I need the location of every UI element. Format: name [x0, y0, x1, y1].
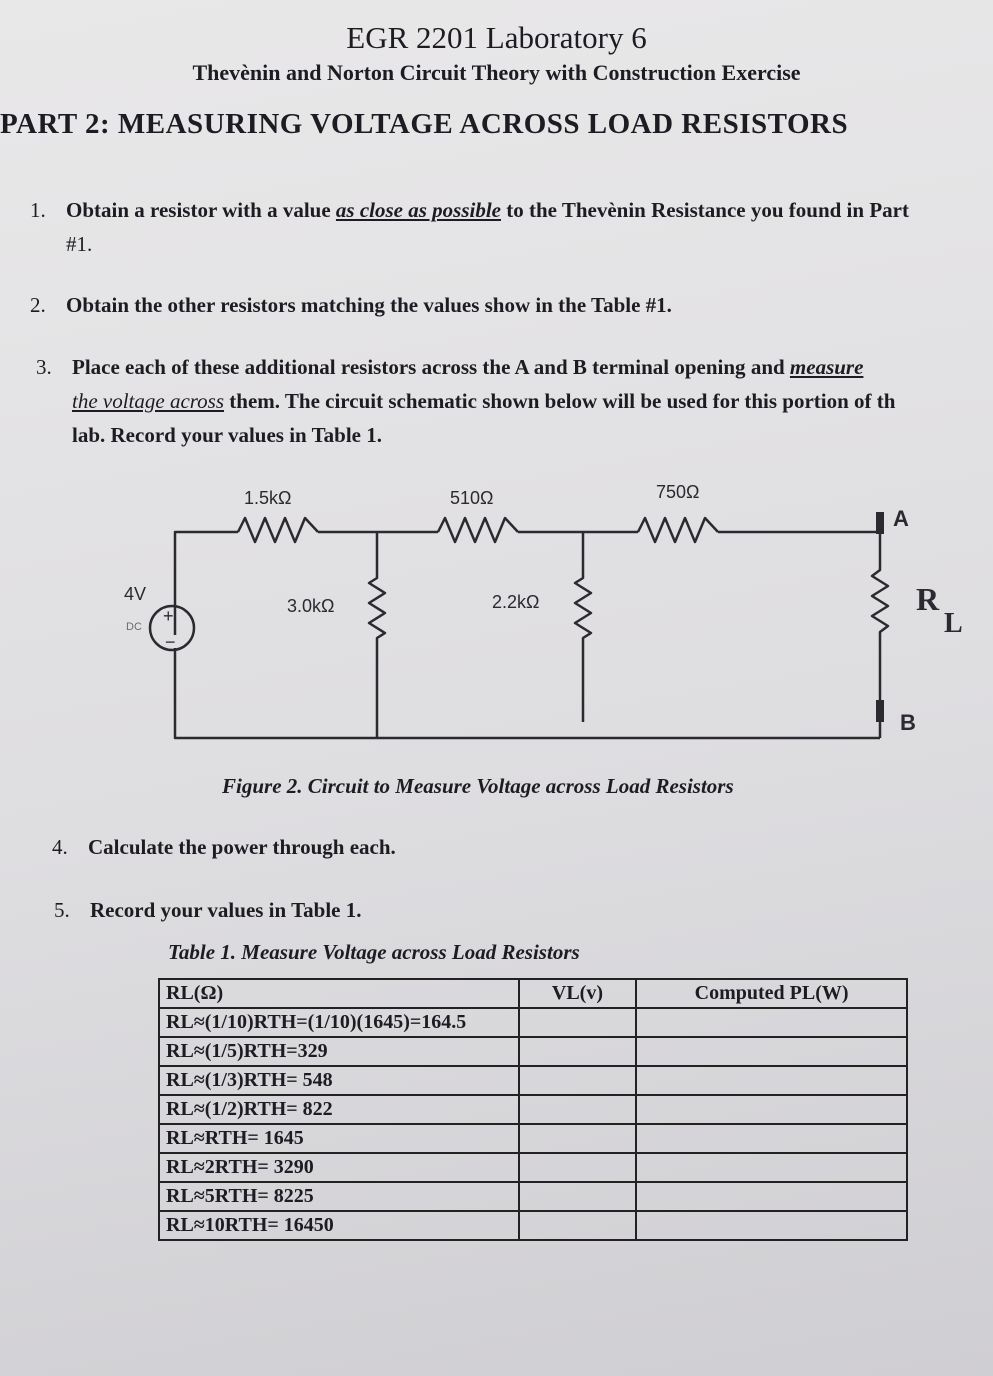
- step-1: [30, 193, 909, 227]
- cell-rl: RL≈(1/5)RTH=329: [159, 1037, 519, 1066]
- resistor-750: [638, 518, 718, 542]
- step-text: Obtain a resistor with a value: [66, 198, 336, 222]
- resistor-510: [438, 518, 518, 542]
- step-text: them. The circuit schematic shown below will be used for this portion of th: [224, 389, 896, 413]
- step-text: to the Thevènin Resistance you found in Part: [500, 198, 909, 222]
- figure-caption: Figure 2. Circuit to Measure Voltage across Load Resistors: [222, 774, 734, 798]
- step-emphasis: the voltage across: [72, 389, 225, 413]
- cell-pl[interactable]: [636, 1095, 907, 1124]
- source-minus: −: [165, 632, 176, 652]
- table-row: [159, 1008, 907, 1037]
- label-r5: 2.2kΩ: [492, 592, 540, 612]
- table-row: [159, 1153, 907, 1182]
- step-text: Obtain the other resistors matching the values show in the Table #1.: [66, 293, 672, 317]
- label-terminal-b: B: [900, 710, 916, 735]
- cell-rl: RL≈10RTH= 16450: [159, 1211, 519, 1240]
- cell-rl: RL≈(1/2)RTH= 822: [159, 1095, 519, 1124]
- cell-pl[interactable]: [636, 1153, 907, 1182]
- step-text: Calculate the power through each.: [88, 835, 396, 859]
- cell-pl[interactable]: [636, 1182, 907, 1211]
- resistor-1-5k: [238, 518, 318, 542]
- label-source: 4V: [124, 584, 147, 604]
- table-caption: Table 1. Measure Voltage across Load Resistors: [168, 940, 580, 964]
- step-text: Record your values in Table 1.: [90, 898, 362, 922]
- header-pl: Computed PL(W): [636, 979, 907, 1008]
- terminal-a: [876, 512, 884, 534]
- table-header-row: [159, 979, 907, 1008]
- label-r4: 3.0kΩ: [287, 596, 335, 616]
- step-2: [30, 288, 672, 322]
- step-number: 2.: [30, 293, 46, 317]
- step-emphasis: as close as possible: [335, 198, 501, 222]
- terminal-b: [876, 700, 884, 722]
- results-table: [158, 978, 908, 1241]
- step-3: [36, 350, 863, 384]
- header-rl: RL(Ω): [159, 979, 519, 1008]
- cell-vl[interactable]: [519, 1211, 637, 1240]
- cell-rl: RL≈(1/3)RTH= 548: [159, 1066, 519, 1095]
- cell-vl[interactable]: [519, 1182, 637, 1211]
- table-row: [159, 1124, 907, 1153]
- cell-vl[interactable]: [519, 1124, 637, 1153]
- cell-rl: RL≈2RTH= 3290: [159, 1153, 519, 1182]
- cell-pl[interactable]: [636, 1066, 907, 1095]
- cell-vl[interactable]: [519, 1095, 637, 1124]
- step-4: [52, 830, 396, 864]
- cell-pl[interactable]: [636, 1211, 907, 1240]
- cell-vl[interactable]: [519, 1008, 637, 1037]
- label-terminal-a: A: [893, 506, 909, 531]
- source-plus: +: [163, 606, 174, 626]
- step-number: 1.: [30, 198, 46, 222]
- table-row: [159, 1211, 907, 1240]
- cell-pl[interactable]: [636, 1037, 907, 1066]
- step-3-line3: lab. Record your values in Table 1.: [72, 423, 382, 447]
- cell-rl: RL≈(1/10)RTH=(1/10)(1645)=164.5: [159, 1008, 519, 1037]
- table-row: [159, 1095, 907, 1124]
- label-r2: 510Ω: [450, 488, 494, 508]
- step-3-line2: [72, 384, 895, 418]
- circuit-schematic: [0, 460, 993, 760]
- step-text: and: [745, 355, 790, 379]
- step-1-line2: #1.: [66, 232, 93, 256]
- table-row: [159, 1037, 907, 1066]
- step-5: [54, 893, 361, 927]
- step-number: 4.: [52, 835, 68, 859]
- cell-rl: RL≈RTH= 1645: [159, 1124, 519, 1153]
- page-subtitle: Thevènin and Norton Circuit Theory with Construction Exercise: [192, 60, 801, 85]
- label-r1: 1.5kΩ: [244, 488, 292, 508]
- step-number: 3.: [36, 355, 52, 379]
- cell-vl[interactable]: [519, 1153, 637, 1182]
- cell-vl[interactable]: [519, 1037, 637, 1066]
- table-row: [159, 1066, 907, 1095]
- label-source-sub: DC: [126, 621, 142, 633]
- cell-pl[interactable]: [636, 1124, 907, 1153]
- header-vl: VL(v): [519, 979, 637, 1008]
- label-rl: R: [916, 581, 940, 617]
- label-rl-sub: L: [944, 608, 963, 639]
- cell-pl[interactable]: [636, 1008, 907, 1037]
- cell-vl[interactable]: [519, 1066, 637, 1095]
- part-heading: PART 2: MEASURING VOLTAGE ACROSS LOAD RESISTORS: [0, 108, 849, 140]
- cell-rl: RL≈5RTH= 8225: [159, 1182, 519, 1211]
- table-row: [159, 1182, 907, 1211]
- label-r3: 750Ω: [656, 482, 700, 502]
- step-text: Place each of these additional resistors across the A and B terminal opening: [72, 355, 746, 379]
- step-number: 5.: [54, 898, 70, 922]
- step-emphasis: measure: [789, 355, 864, 379]
- page-title: EGR 2201 Laboratory 6: [346, 20, 647, 55]
